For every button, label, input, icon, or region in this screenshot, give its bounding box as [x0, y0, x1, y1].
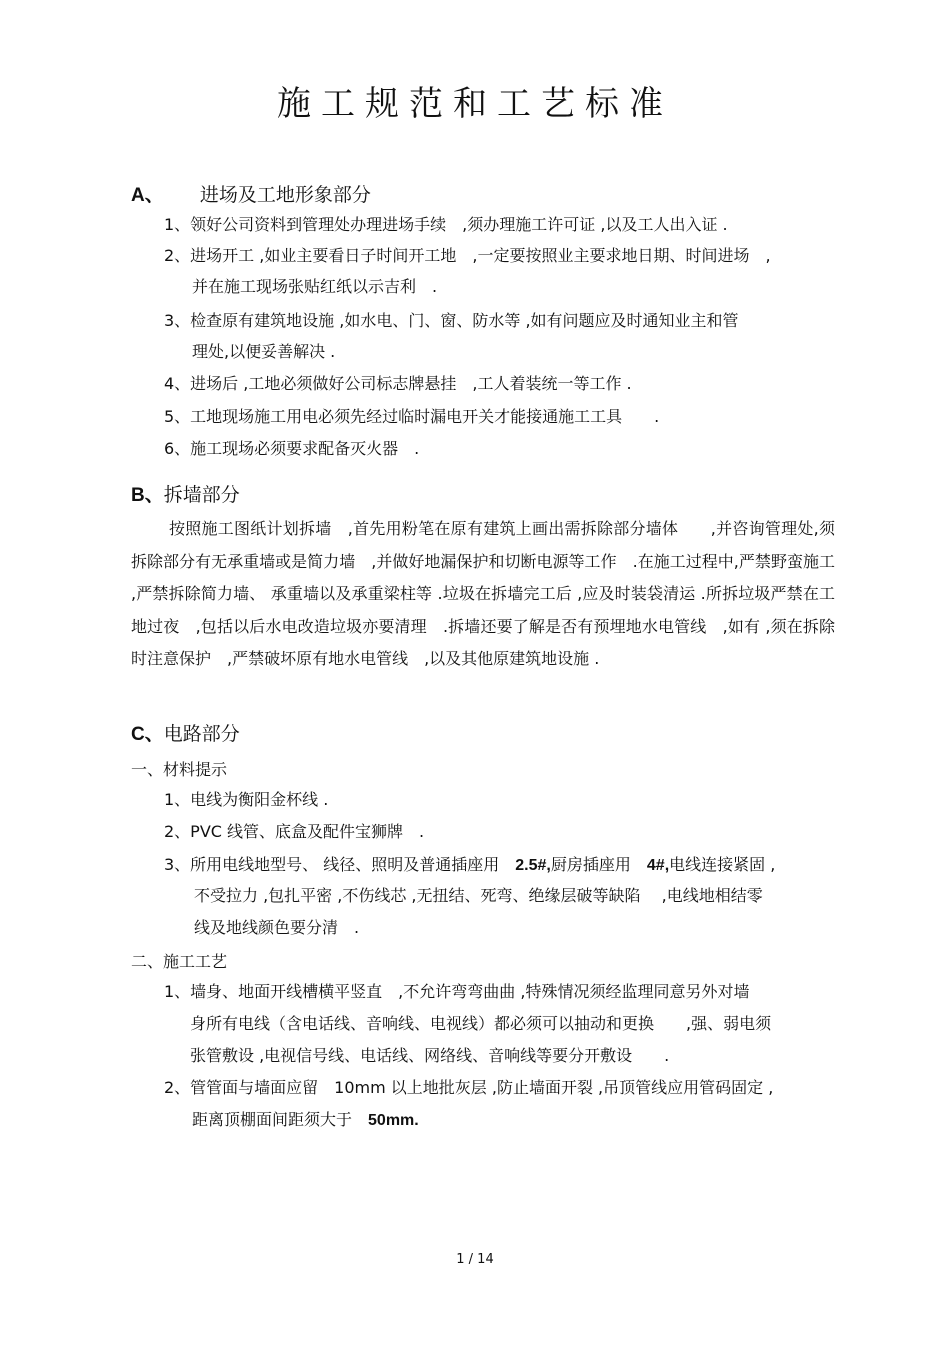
page-title: 施工规范和工艺标准 — [277, 84, 673, 124]
wire-size-kitchen: 4#, — [646, 857, 670, 874]
list-item-continuation: 张管敷设 ,电视信号线、电话线、网络线、音响线等要分开敷设 . — [190, 1046, 670, 1065]
list-item: 1、领好公司资料到管理处办理进场手续 ,须办理施工许可证 ,以及工人出入证 . — [164, 215, 728, 234]
page-number: 1 / 14 — [456, 1252, 494, 1267]
item-text: 厨房插座用 — [550, 855, 647, 874]
section-a-heading — [131, 180, 371, 207]
section-a-letter: A、 — [131, 185, 164, 206]
subsection-label: 一、材料提示 — [131, 760, 228, 779]
list-item-continuation: 并在施工现场张贴红纸以示吉利 . — [192, 277, 438, 296]
list-item — [164, 855, 775, 876]
list-item: 4、进场后 ,工地必须做好公司标志牌悬挂 ,工人着装统一等工作 . — [164, 374, 632, 393]
item-text: 电线连接紧固 , — [669, 855, 776, 874]
section-b-paragraph — [131, 513, 835, 676]
subsection-label: 二、施工工艺 — [131, 952, 228, 971]
item-text: 距离顶棚面间距须大于 — [192, 1110, 369, 1129]
clearance-value: 50mm. — [368, 1112, 419, 1129]
section-b-heading — [131, 480, 240, 507]
list-item-continuation — [192, 1110, 419, 1131]
list-item: 6、施工现场必须要求配备灭火器 . — [164, 439, 420, 458]
list-item: 2、管管面与墙面应留 10mm 以上地批灰层 ,防止墙面开裂 ,吊顶管线应用管码固定 , — [164, 1078, 774, 1097]
section-c-letter: C、 — [131, 724, 164, 745]
list-item: 1、墙身、地面开线槽横平竖直 ,不允许弯弯曲曲 ,特殊情况须经监理同意另外对墙 — [164, 982, 750, 1001]
list-item: 5、工地现场施工用电必须先经过临时漏电开关才能接通施工工具 . — [164, 407, 660, 426]
wire-size-lighting: 2.5#, — [515, 857, 551, 874]
section-c-title: 电路部分 — [163, 723, 240, 745]
section-c-heading — [131, 719, 240, 746]
paragraph-text: 按照施工图纸计划拆墙 ,首先用粉笔在原有建筑上画出需拆除部分墙体 ,并咨询管理处,须拆除部分有无承重墙或是简力墙 ,并做好地漏保护和切断电源等工作 .在施工过程中,严禁野蛮施工 ,严禁拆除简力墙、 承重墙以及承重梁柱等 .垃圾在拆墙完工后 ,应及时装袋清运 .所拆垃圾严禁在工地过夜 ,包括以后水电改造垃圾亦要清理 .拆墙还要了解是否有预埋地水电管线 ,如有 ,须在拆除时注意保护 ,严禁破坏原有地水电管线 ,以及其他原建筑地设施 . — [131, 519, 835, 669]
list-item-continuation: 线及地线颜色要分清 . — [194, 918, 360, 937]
list-item-continuation: 不受拉力 ,包扎平密 ,不伤线芯 ,无扭结、死弯、绝缘层破等缺陷 ,电线地相结零 — [194, 886, 763, 905]
section-a-title: 进场及工地形象部分 — [199, 184, 371, 206]
list-item: 3、检查原有建筑地设施 ,如水电、门、窗、防水等 ,如有问题应及时通知业主和管 — [164, 311, 739, 330]
section-b-letter: B、 — [131, 485, 164, 506]
list-item: 1、电线为衡阳金杯线 . — [164, 790, 329, 809]
list-item: 2、PVC 线管、底盒及配件宝狮牌 . — [164, 822, 425, 841]
list-item-continuation: 身所有电线（含电话线、音响线、电视线）都必须可以抽动和更换 ,强、弱电须 — [190, 1014, 772, 1033]
list-item: 2、进场开工 ,如业主要看日子时间开工地 ,一定要按照业主要求地日期、时间进场 , — [164, 246, 771, 265]
item-text: 3、所用电线地型号、 线径、照明及普通插座用 — [164, 855, 516, 874]
list-item-continuation: 理处,以便妥善解决 . — [192, 342, 336, 361]
section-b-title: 拆墙部分 — [163, 484, 240, 506]
